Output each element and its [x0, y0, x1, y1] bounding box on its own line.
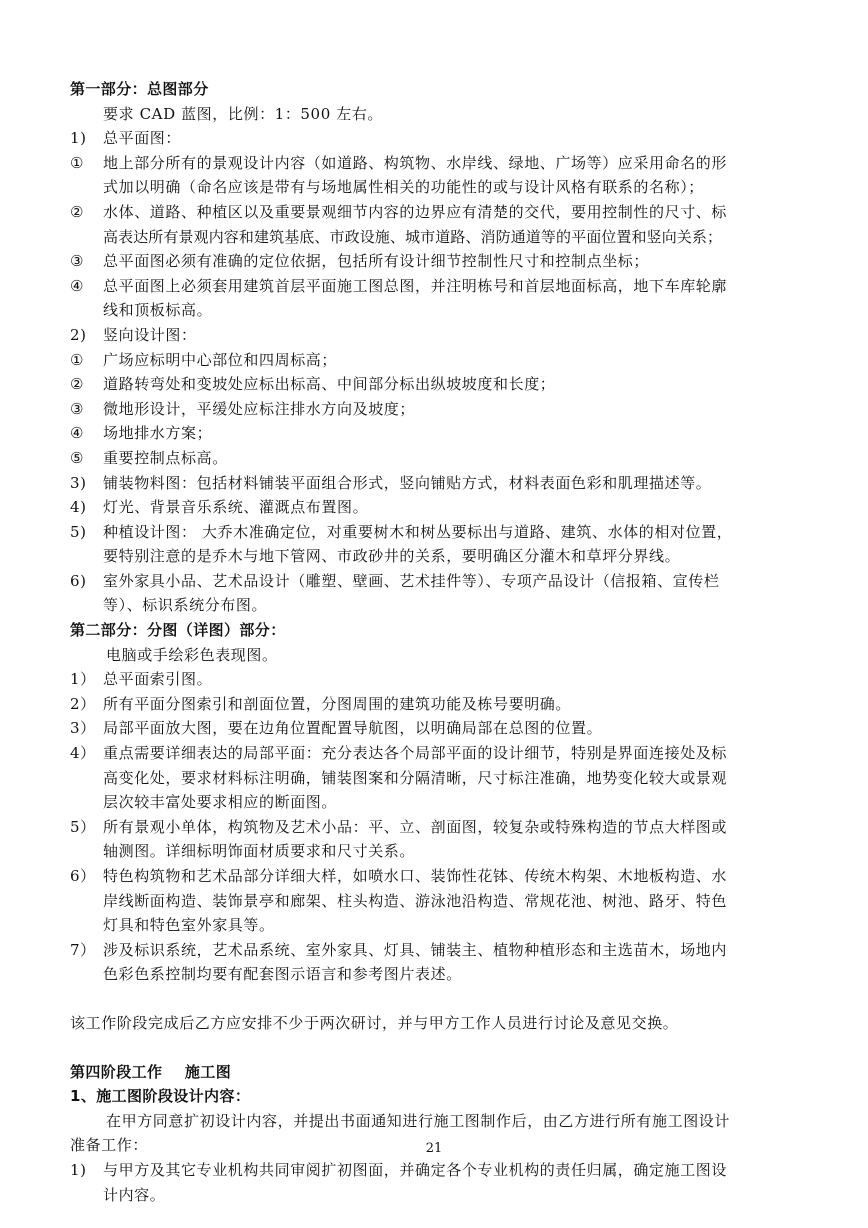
- part2-intro: 电脑或手绘彩色表现图。: [106, 645, 278, 664]
- part2-heading: 第二部分：分图（详图）部分：: [70, 621, 286, 640]
- list-marker: 1）: [70, 670, 96, 689]
- list-item-line: 计内容。: [103, 1185, 166, 1204]
- list-marker: ①: [70, 350, 85, 369]
- list-item: [70, 200, 800, 249]
- list-item-text: 竖向设计图：: [103, 325, 197, 344]
- list-marker: 6）: [70, 867, 96, 885]
- list-item-line: 岸线断面构造、装饰景亭和廊架、柱头构造、游泳池沿构造、常规花池、树池、路牙、特色: [103, 891, 728, 910]
- list-item: [70, 495, 800, 520]
- list-item-line: 特色构筑物和艺术品部分详细大样，如喷水口、装饰性花钵、传统木构架、木地板构造、水: [103, 867, 728, 885]
- list-item-line: 所有景观小单体，构筑物及艺术小品：平、立、剖面图，较复杂或特殊构造的节点大样图或: [103, 817, 728, 836]
- list-item-line: 色彩色系控制均要有配套图示语言和参考图片表述。: [103, 965, 462, 984]
- list-marker: 3）: [70, 719, 96, 738]
- list-item: [70, 274, 800, 323]
- list-marker: ⑤: [70, 448, 85, 467]
- list-marker: ①: [70, 153, 85, 172]
- list-item-line: 线和顶板标高。: [103, 301, 213, 320]
- list-item-line: 广场应标明中心部位和四周标高；: [103, 350, 338, 369]
- list-item: [70, 348, 800, 373]
- list-item-line: 局部平面放大图，要在边角位置配置导航图，以明确局部在总图的位置。: [103, 719, 603, 738]
- document-body: [70, 77, 800, 1207]
- list-item-line: 种植设计图： 大乔木准确定位，对重要树木和树丛要标出与道路、建筑、水体的相对位置，: [103, 522, 733, 541]
- list-marker: 2）: [70, 694, 96, 713]
- list-marker: 4): [70, 498, 87, 517]
- list-item-line: 灯具和特色室外家具等。: [103, 916, 275, 935]
- list-item: [70, 569, 800, 618]
- list-marker: 2): [70, 325, 87, 344]
- stage4-intro-line: 在甲方同意扩初设计内容，并提出书面通知进行施工图制作后，由乙方进行所有施工图设计: [106, 1111, 731, 1130]
- list-item: [70, 397, 800, 422]
- list-item: [70, 864, 800, 938]
- list-item-line: 道路转弯处和变坡处应标出标高、中间部分标出纵坡坡度和长度；: [103, 375, 556, 394]
- spacer: [70, 1036, 800, 1060]
- list-item: [70, 421, 800, 446]
- list-item: [70, 815, 800, 864]
- list-item-line: 地上部分所有的景观设计内容（如道路、构筑物、水岸线、绿地、广场等）应采用命名的形: [103, 153, 728, 172]
- list-item: [70, 520, 800, 569]
- list-item-line: 水体、道路、种植区以及重要景观细节内容的边界应有清楚的交代，要用控制性的尺寸、标: [103, 202, 728, 221]
- list-item-line: 涉及标识系统，艺术品系统、室外家具、灯具、铺装主、植物种植形态和主选苗木，场地内: [103, 940, 728, 959]
- list-item-line: 重点需要详细表达的局部平面：充分表达各个局部平面的设计细节，特别是界面连接处及标: [103, 744, 728, 763]
- list-marker: 5): [70, 522, 87, 541]
- part1-sec1: [70, 126, 800, 151]
- list-item-line: 高表达所有景观内容和建筑基底、市政设施、城市道路、消防通道等的平面位置和竖向关系；: [103, 227, 723, 246]
- list-item: [70, 741, 800, 815]
- list-item-line: 要特别注意的是乔木与地下管网、市政砂井的关系，要明确区分灌木和草坪分界线。: [103, 547, 681, 566]
- list-item-line: 室外家具小品、艺术品设计（雕塑、壁画、艺术挂件等）、专项产品设计（信报箱、宣传栏: [103, 571, 720, 590]
- list-item-line: 高变化处，要求材料标注明确，铺装图案和分隔清晰，尺寸标注准确，地势变化较大或景观: [103, 768, 728, 787]
- list-marker: 3): [70, 473, 87, 492]
- page-number: 21: [425, 1141, 443, 1156]
- list-item: [70, 446, 800, 471]
- list-marker: ④: [70, 276, 85, 295]
- list-marker: 1): [70, 1160, 87, 1179]
- part1-intro: 要求 CAD 蓝图，比例：1：500 左右。: [103, 104, 384, 123]
- list-item-line: 与甲方及其它专业机构共同审阅扩初图面，并确定各个专业机构的责任归属，确定施工图设: [103, 1160, 728, 1179]
- list-item-line: 重要控制点标高。: [103, 448, 228, 467]
- list-marker: ②: [70, 202, 85, 221]
- list-item-line: 总平面图上必须套用建筑首层平面施工图总图，并注明栋号和首层地面标高，地下车库轮廓: [103, 276, 728, 295]
- list-item-line: 灯光、背景音乐系统、灌溉点布置图。: [103, 498, 369, 517]
- list-item-line: 轴测图。详细标明饰面材质要求和尺寸关系。: [103, 842, 416, 861]
- list-item: [70, 938, 800, 987]
- list-marker: 5）: [70, 817, 96, 836]
- list-item-line: 总平面索引图。: [103, 670, 213, 689]
- list-marker: ③: [70, 252, 85, 271]
- list-marker: 7）: [70, 940, 96, 959]
- list-item: [70, 249, 800, 274]
- spacer: [70, 987, 800, 1011]
- list-item: [70, 716, 800, 741]
- part1-heading: 第一部分：总图部分: [70, 80, 209, 98]
- list-item: [70, 692, 800, 717]
- list-item-line: 所有平面分图索引和剖面位置，分图周围的建筑功能及栋号要明确。: [103, 694, 572, 713]
- list-item-text: 总平面图：: [103, 129, 182, 148]
- stage4-subheading: 1、施工图阶段设计内容：: [70, 1087, 251, 1106]
- list-item-line: 微地形设计，平缓处应标注排水方向及坡度；: [103, 399, 416, 418]
- stage4-heading: 第四阶段工作 施工图: [70, 1062, 232, 1081]
- list-marker: ②: [70, 375, 85, 394]
- list-item-line: 式加以明确（命名应该是带有与场地属性相关的功能性的或与设计风格有联系的名称）；: [103, 178, 704, 197]
- list-item-line: 铺装物料图：包括材料铺装平面组合形式，竖向铺贴方式，材料表面色彩和肌理描述等。: [103, 473, 712, 492]
- list-marker: ③: [70, 399, 85, 418]
- list-item: [70, 1158, 800, 1207]
- list-marker: 4）: [70, 744, 96, 763]
- list-item: [70, 667, 800, 692]
- list-item-line: 场地排水方案；: [103, 424, 213, 443]
- list-item-line: 等）、标识系统分布图。: [103, 596, 268, 615]
- part1-sec2: [70, 323, 800, 348]
- list-item: [70, 372, 800, 397]
- list-item-line: 总平面图必须有准确的定位依据，包括所有设计细节控制性尺寸和控制点坐标；: [103, 252, 650, 271]
- list-item: [70, 151, 800, 200]
- list-marker: 6): [70, 571, 87, 590]
- list-marker: ④: [70, 424, 85, 443]
- closing-paragraph: 该工作阶段完成后乙方应安排不少于两次研讨，并与甲方工作人员进行讨论及意见交换。: [70, 1013, 679, 1032]
- stage4-intro-line: 准备工作：: [70, 1136, 149, 1155]
- list-item-line: 层次较丰富处要求相应的断面图。: [103, 793, 338, 812]
- list-marker: 1): [70, 129, 87, 148]
- list-item: [70, 471, 800, 496]
